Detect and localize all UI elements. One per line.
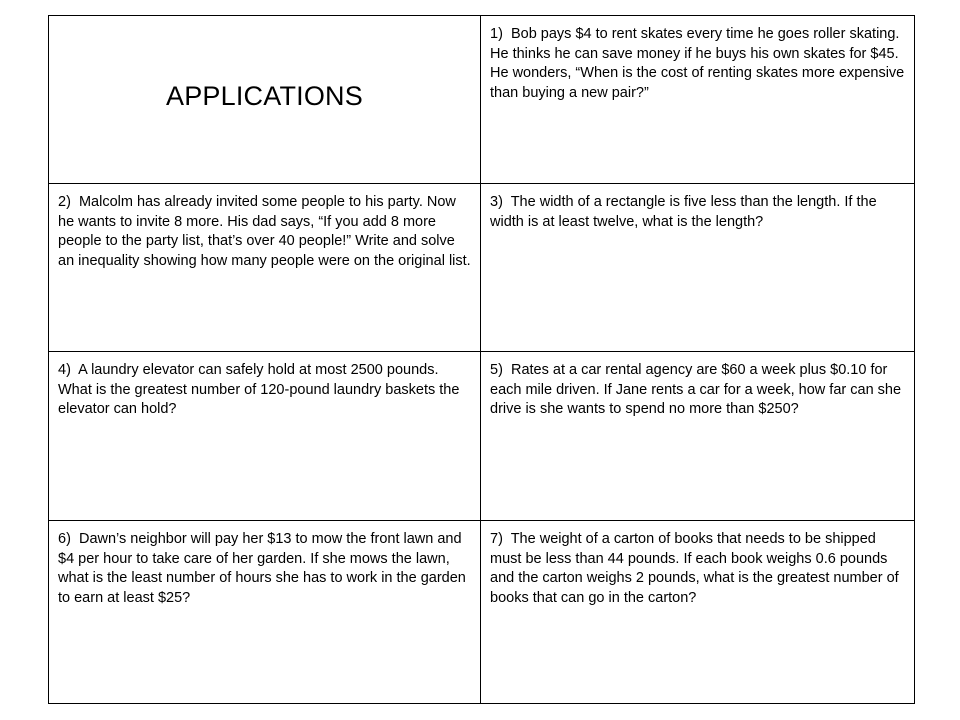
- problem-number: 4): [58, 362, 71, 378]
- problem-number: 7): [490, 531, 503, 547]
- table-row: [49, 521, 915, 704]
- problem-cell-3: [481, 184, 915, 352]
- problem-cell-2: [49, 184, 481, 352]
- problem-text: The width of a rectangle is five less than the length. If the width is at least twelve, what is the length?: [490, 194, 877, 230]
- problem-cell-7: [481, 521, 915, 704]
- problem-text: The weight of a carton of books that needs to be shipped must be less than 44 pounds. If each book weighs 0.6 pounds and the carton weighs 2 pounds, what is the greatest number of books that can go in the carton?: [490, 531, 899, 606]
- problem-text: Bob pays $4 to rent skates every time he goes roller skating. He thinks he can save money if he buys his own skates for $45. He wonders, “When is the cost of renting skates more expensive than buying a new pair?”: [490, 26, 905, 101]
- page-title: APPLICATIONS: [166, 81, 363, 112]
- applications-worksheet-table: [48, 15, 915, 704]
- problem-number: 3): [490, 194, 503, 210]
- problem-cell-6: [49, 521, 481, 704]
- table-row: [49, 352, 915, 521]
- problem-text: A laundry elevator can safely hold at most 2500 pounds. What is the greatest number of 120-pound laundry baskets the elevator can hold?: [58, 362, 460, 417]
- table-row: [49, 16, 915, 184]
- problem-text: Dawn’s neighbor will pay her $13 to mow the front lawn and $4 per hour to take care of her garden. If she mows the lawn, what is the least number of hours she has to work in the garden to earn at least $25?: [58, 531, 466, 606]
- problem-cell-1: [481, 16, 915, 184]
- problem-number: 5): [490, 362, 503, 378]
- problem-number: 2): [58, 194, 71, 210]
- title-cell: [49, 16, 481, 184]
- problem-cell-4: [49, 352, 481, 521]
- problem-cell-5: [481, 352, 915, 521]
- problem-text: Malcolm has already invited some people to his party. Now he wants to invite 8 more. His dad says, “If you add 8 more people to the party list, that’s over 40 people!” Write and solve an inequality showing how many people were on the original list.: [58, 194, 471, 269]
- problem-number: 1): [490, 26, 503, 42]
- problem-text: Rates at a car rental agency are $60 a week plus $0.10 for each mile driven. If Jane rents a car for a week, how far can she drive is she wants to spend no more than $250?: [490, 362, 902, 417]
- problem-number: 6): [58, 531, 71, 547]
- table-row: [49, 184, 915, 352]
